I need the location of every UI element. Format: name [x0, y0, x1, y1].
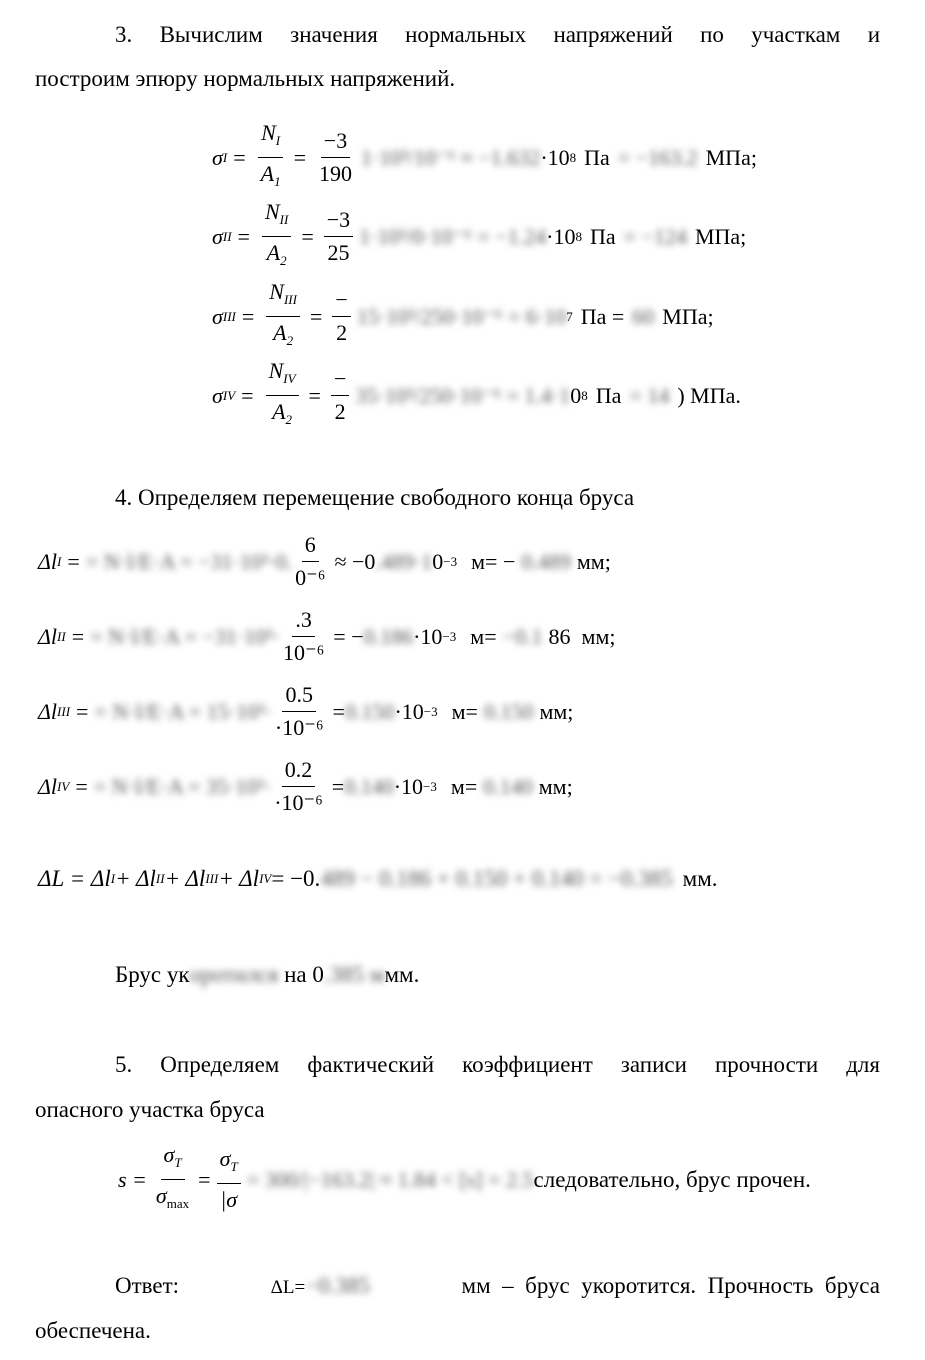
unit-pa: Па [595, 382, 622, 408]
power: ·10 [546, 223, 576, 249]
sigma-equation [212, 277, 714, 356]
power-exp: −3 [443, 553, 458, 569]
equals-sign: = [237, 223, 250, 249]
power-exp: −3 [423, 778, 437, 794]
answer-dl: ΔL= [270, 1277, 306, 1298]
sigma-fraction [262, 197, 291, 276]
section5-line1: 5. Определяем фактический коэффициент записи прочности для [115, 1052, 880, 1077]
unit-mpa: МПа; [705, 144, 757, 170]
equals-sign: = [75, 773, 88, 799]
unit-mm: мм; [539, 698, 574, 724]
brus-post: мм. [384, 962, 420, 987]
value-num: −3 [324, 205, 353, 237]
frac-den-sub: 2 [280, 253, 287, 268]
brus-conclusion [115, 962, 419, 988]
total-lhs: ΔL = Δl [38, 866, 111, 891]
safety-num2: σ [219, 1146, 231, 1171]
blurred-formula: = N·l/E·A = −31·10³· [90, 623, 280, 649]
value-fraction [332, 285, 350, 348]
blurred-value: 35·10³/250·10⁻⁶ = 1.4·1 [355, 382, 571, 408]
sigma-fraction [266, 356, 299, 435]
sigma-sub: III [222, 308, 236, 324]
value-num: − [331, 364, 349, 396]
sigma-symbol: σ [212, 382, 223, 408]
brus-blur1: оротился [189, 962, 279, 987]
sigma-fraction [258, 118, 284, 197]
delta-sub: III [57, 703, 71, 719]
frac-num-sub: I [275, 133, 281, 148]
safety-frac1 [153, 1140, 192, 1219]
safety-den2: |σ [220, 1187, 238, 1212]
equals-sign: = [233, 144, 246, 170]
blurred-value: 0.140 [344, 773, 394, 799]
total-p3: + Δl [164, 866, 206, 891]
blurred-value: 15·10³/250·10⁻⁶ = 6·10 [356, 303, 567, 329]
section5-paragraph [35, 1042, 880, 1088]
total-eq: = −0. [271, 866, 321, 891]
blurred-mpa: 60 [632, 303, 655, 329]
value-num: −3 [321, 126, 350, 158]
power: 0 [570, 382, 582, 408]
blurred-formula: = N·l/E·A = 35·10³· [93, 773, 272, 799]
total-blurred-value: 489 − 0.186 + 0.150 + 0.140 = −0.385 [320, 866, 673, 891]
answer-line2: обеспечена. [35, 1318, 151, 1343]
value-num: 6 [302, 530, 319, 562]
value-fraction [331, 364, 349, 427]
blurred-formula: = N·l/E·A = −31·10³·0. [85, 548, 293, 574]
total-sub4: IV [259, 871, 272, 886]
answer-line1 [115, 1273, 880, 1299]
unit-pa: Па = [580, 303, 625, 329]
value-den: ·10⁻⁶ [274, 715, 324, 740]
delta-symbol: Δl [38, 623, 58, 649]
unit-m: м= − [471, 548, 516, 574]
section3-paragraph [35, 12, 880, 58]
sigma-equation [212, 118, 757, 197]
value-den: 25 [327, 240, 350, 265]
relation: = [332, 698, 345, 724]
power-exp: −3 [423, 703, 438, 719]
value-fraction [280, 605, 327, 668]
unit-mm: 86 мм; [548, 623, 616, 649]
section3-line1: 3. Вычислим значения нормальных напряжений по участкам и [115, 22, 880, 47]
sigma-fraction [266, 277, 300, 356]
delta-equation [38, 680, 573, 743]
frac-num: N [264, 199, 280, 224]
blurred-value: .489·1 [375, 548, 433, 574]
safety-s: s = [118, 1166, 147, 1192]
frac-num-sub: II [279, 212, 289, 227]
equals-sign: = [67, 548, 80, 574]
value-fraction [292, 530, 328, 593]
equals-sign: = [293, 144, 306, 170]
value-num: .3 [292, 605, 315, 637]
power: ·10 [393, 773, 424, 799]
power: ·10 [413, 623, 443, 649]
delta-sub: II [57, 628, 66, 644]
equals-sign: = [241, 303, 255, 329]
power: ·10 [394, 698, 424, 724]
delta-sub: I [57, 553, 62, 569]
relation: = [331, 773, 345, 799]
blurred-value: 0.150 [344, 698, 395, 724]
relation: ≈ −0 [334, 548, 376, 574]
safety-factor-equation [118, 1140, 811, 1219]
power: 0 [432, 548, 444, 574]
delta-sub: IV [57, 778, 70, 794]
delta-equation [38, 530, 611, 593]
frac-den-sub: 2 [286, 333, 294, 348]
frac-num-sub: IV [283, 371, 296, 386]
frac-den: A [266, 240, 281, 265]
blurred-mm: 0.140 [483, 773, 533, 799]
value-den: 10⁻⁶ [282, 640, 325, 665]
equals-sign: = [308, 382, 321, 408]
blurred-mpa: = 14 [629, 382, 670, 408]
sigma-symbol: σ [212, 144, 223, 170]
value-fraction [272, 680, 327, 743]
blurred-mm: 0.489 [521, 548, 571, 574]
unit-m: м= [450, 773, 478, 799]
frac-num-sub: III [283, 292, 297, 307]
delta-symbol: Δl [38, 698, 58, 724]
total-sub2: II [155, 871, 165, 886]
total-unit: мм. [682, 866, 718, 891]
safety-num1: σ [163, 1142, 175, 1167]
unit-m: м= [470, 623, 497, 649]
relation: = − [333, 623, 364, 649]
sigma-equation [212, 356, 741, 435]
blurred-mm: −0.1 [502, 623, 543, 649]
power: ·10 [540, 144, 570, 170]
safety-eq2: = [198, 1166, 211, 1192]
total-displacement [38, 866, 718, 892]
equals-sign: = [71, 623, 85, 649]
answer-label: Ответ: [115, 1273, 180, 1298]
equals-sign: = [241, 382, 254, 408]
brus-blur2: .385 м [323, 962, 385, 987]
value-den: ·10⁻⁶ [274, 790, 323, 815]
sigma-equation [212, 197, 746, 276]
value-den: 0⁻⁶ [295, 565, 326, 590]
blurred-formula: = N·l/E·A = 15·10³· [94, 698, 272, 724]
blurred-value: 1·10³/0·10⁻⁶ = −1.24 [359, 223, 547, 249]
unit-m: м= [451, 698, 478, 724]
safety-tail: следовательно, брус прочен. [533, 1166, 811, 1192]
value-num: − [332, 285, 350, 317]
section4-heading: 4. Определяем перемещение свободного конца бруса [115, 485, 635, 510]
unit-pa: Па [584, 144, 610, 170]
section5-line2: опасного участка бруса [35, 1097, 265, 1122]
value-fraction [324, 205, 353, 268]
safety-den1: σ [155, 1183, 167, 1208]
power-exp: 8 [581, 387, 588, 403]
unit-mpa: ) МПа. [677, 382, 741, 408]
frac-den-sub: 1 [274, 174, 281, 189]
total-p2: + Δl [115, 866, 156, 891]
safety-frac2 [217, 1144, 241, 1215]
unit-mpa: МПа; [662, 303, 714, 329]
blurred-mm: 0.150 [483, 698, 534, 724]
blurred-value: 1·10³/10⁻⁶ ≈ −1.632 [361, 144, 541, 170]
value-fraction [316, 126, 355, 189]
delta-equation [38, 755, 573, 818]
delta-symbol: Δl [38, 773, 58, 799]
value-num: 0.5 [282, 680, 316, 712]
unit-mpa: МПа; [694, 223, 747, 249]
power-exp: 8 [569, 149, 577, 165]
frac-den-sub: 2 [285, 412, 293, 427]
blurred-mpa: = −163.2 [617, 144, 698, 170]
power-exp: 8 [575, 228, 582, 244]
answer-rest: мм – брус укоротится. Прочность бруса [461, 1273, 880, 1298]
total-p4: + Δl [218, 866, 260, 891]
power-exp: 7 [566, 308, 573, 324]
equals-sign: = [76, 698, 89, 724]
equals-sign: = [301, 223, 314, 249]
brus-pre: Брус ук [115, 962, 190, 987]
safety-blurred-value: = 300/|−163.2| ≈ 1.84 < [s] = 2.5 [246, 1166, 534, 1192]
unit-pa: Па [589, 223, 616, 249]
value-den: 190 [319, 161, 352, 186]
unit-mm: мм; [576, 548, 611, 574]
delta-equation [38, 605, 616, 668]
frac-den: A [272, 399, 286, 424]
sigma-sub: IV [222, 387, 236, 403]
power-exp: −3 [442, 628, 457, 644]
sigma-symbol: σ [212, 223, 223, 249]
value-den: 2 [336, 320, 348, 345]
section3-line2: построим эпюру нормальных напряжений. [35, 66, 456, 91]
frac-num: N [261, 120, 276, 145]
delta-symbol: Δl [38, 548, 58, 574]
frac-num: N [268, 358, 284, 383]
sigma-sub: II [222, 228, 232, 244]
brus-mid: на 0 [278, 962, 324, 987]
safety-num2-sub: T [230, 1159, 238, 1174]
frac-den: A [260, 161, 275, 186]
total-sub3: III [205, 871, 219, 886]
value-den: 2 [334, 399, 346, 424]
answer-blurred-value: −0.385 [305, 1273, 370, 1298]
value-num: 0.2 [282, 755, 316, 787]
blurred-value: 0.186 [363, 623, 414, 649]
sigma-sub: I [222, 149, 228, 165]
unit-mm: мм; [538, 773, 573, 799]
safety-num1-sub: T [174, 1155, 182, 1170]
frac-num: N [269, 279, 284, 304]
equals-sign: = [309, 303, 323, 329]
total-sub1: I [110, 871, 116, 886]
safety-den1-sub: max [166, 1196, 190, 1211]
blurred-mpa: = −124 [623, 223, 687, 249]
sigma-symbol: σ [212, 303, 223, 329]
value-fraction [271, 755, 326, 818]
frac-den: A [273, 320, 287, 345]
